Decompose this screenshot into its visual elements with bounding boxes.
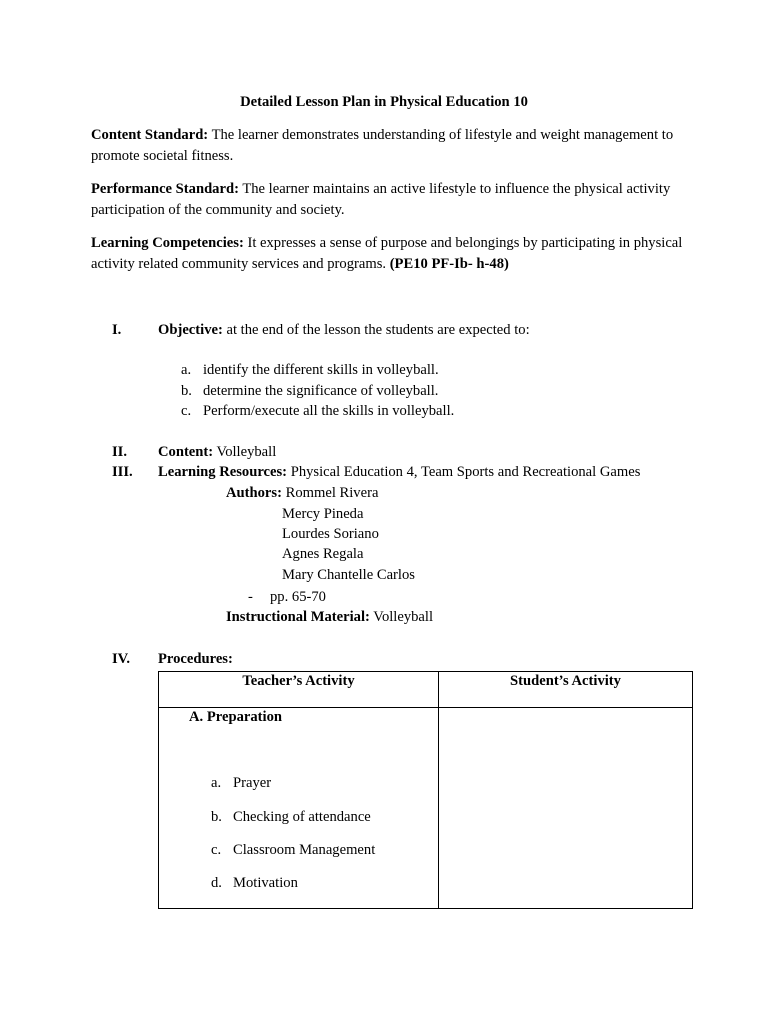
instructional-material [226, 609, 433, 626]
table-header-row [159, 672, 693, 708]
prep-item-b-letter: b. [211, 809, 222, 825]
student-activity-cell [439, 708, 693, 909]
learning-competencies-text: It expresses a sense of purpose and belongings by participating in physical activity related community services and programs. [91, 235, 683, 272]
resources-label: Learning Resources: [158, 464, 288, 480]
performance-standard-label: Performance Standard: [91, 181, 239, 197]
teacher-activity-cell [159, 708, 439, 909]
content-numeral: II. [112, 444, 128, 460]
performance-standard-text: The learner maintains an active lifestyle to influence the physical activity participation of the community and society. [91, 181, 671, 218]
instructional-material-text: Volleyball [373, 609, 434, 625]
prep-item-a-letter: a. [211, 775, 222, 791]
author-2: Mercy Pineda [282, 506, 364, 522]
author-1: Rommel Rivera [285, 485, 379, 501]
resources-text: Physical Education 4, Team Sports and Recreational Games [290, 464, 641, 480]
table-row [159, 708, 693, 909]
content-standard-label: Content Standard: [91, 127, 209, 143]
objective-label: Objective: [158, 322, 223, 338]
pages-text: pp. 65-70 [270, 589, 326, 605]
resources-heading [158, 464, 640, 481]
procedures-table [158, 671, 693, 909]
content-standard-text: The learner demonstrates understanding of lifestyle and weight management to promote societal fitness. [91, 127, 674, 164]
learning-competencies-label: Learning Competencies: [91, 235, 244, 251]
learning-competencies [91, 233, 691, 275]
prep-item-a: Prayer [233, 775, 272, 791]
teacher-activity-header: Teacher’s Activity [159, 672, 439, 708]
objective-item-c-letter: c. [181, 403, 192, 419]
preparation-heading [189, 709, 282, 726]
objective-text: at the end of the lesson the students are expected to: [226, 322, 530, 338]
prep-item-c: Classroom Management [233, 842, 376, 858]
content-heading [158, 444, 276, 461]
pages-dash: - [248, 589, 253, 605]
content-standard [91, 125, 691, 167]
objective-numeral: I. [112, 322, 122, 338]
content-label: Content: [158, 444, 214, 460]
instructional-material-label: Instructional Material: [226, 609, 370, 625]
author-4: Agnes Regala [282, 546, 364, 562]
objective-item-b-letter: b. [181, 383, 192, 399]
authors-label: Authors: [226, 485, 282, 501]
procedures-numeral: IV. [112, 651, 130, 667]
content-text: Volleyball [216, 444, 277, 460]
preparation-letter: A. [189, 709, 204, 725]
prep-item-d-letter: d. [211, 875, 222, 891]
procedures-label: Procedures: [158, 651, 233, 667]
objective-item-a: identify the different skills in volleyball. [203, 362, 439, 378]
author-5: Mary Chantelle Carlos [282, 567, 415, 583]
author-3: Lourdes Soriano [282, 526, 379, 542]
prep-item-d: Motivation [233, 875, 298, 891]
student-activity-header: Student’s Activity [439, 672, 693, 708]
objective-heading [158, 322, 530, 339]
prep-item-c-letter: c. [211, 842, 222, 858]
performance-standard [91, 179, 691, 221]
learning-competencies-code: (PE10 PF-Ib- h-48) [389, 256, 509, 272]
prep-item-b: Checking of attendance [233, 809, 371, 825]
document-title: Detailed Lesson Plan in Physical Education 10 [240, 94, 528, 110]
preparation-title: Preparation [206, 709, 282, 725]
authors-line [226, 485, 378, 502]
objective-item-b: determine the significance of volleyball. [203, 383, 439, 399]
objective-item-c: Perform/execute all the skills in volleyball. [203, 403, 455, 419]
objective-item-a-letter: a. [181, 362, 192, 378]
resources-numeral: III. [112, 464, 133, 480]
